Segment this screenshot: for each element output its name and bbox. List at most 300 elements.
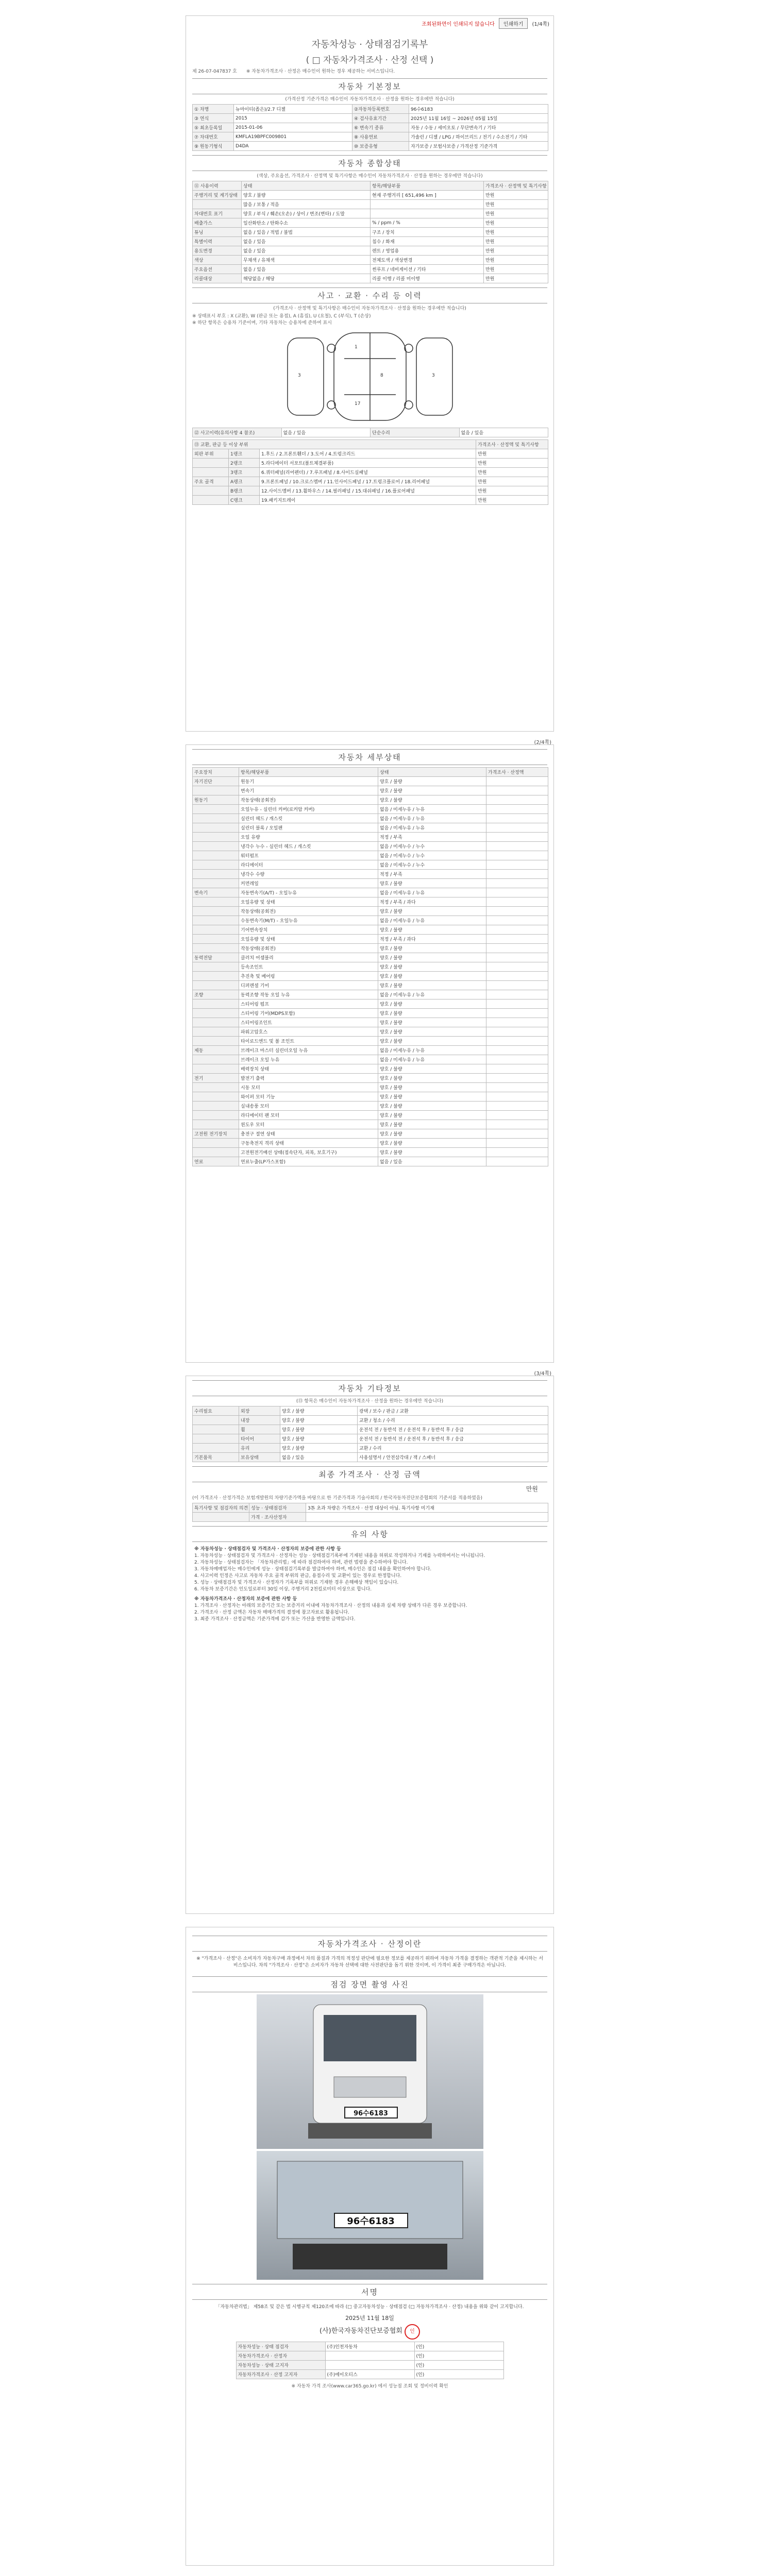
- table-row: [193, 459, 548, 468]
- sign-role: 자동차가격조사 · 산정자: [236, 2351, 325, 2361]
- parts-area: 주요 골격: [193, 477, 229, 486]
- parts-area: [193, 496, 229, 505]
- detail-item: 작동상태(공회전): [239, 907, 378, 916]
- table-row: [236, 2370, 503, 2379]
- detail-price: [486, 944, 548, 953]
- general-state: 일산화탄소 / 탄화수소: [242, 218, 371, 228]
- table-row: [193, 907, 548, 916]
- detail-price: [486, 953, 548, 962]
- detail-group: [193, 907, 239, 916]
- general-price: 만원: [484, 256, 548, 265]
- detail-state: 양호 / 불량: [378, 879, 486, 888]
- detail-price: [486, 935, 548, 944]
- section-general: 자동차 종합상태: [192, 155, 547, 171]
- detail-price: [486, 879, 548, 888]
- svg-text:17: 17: [354, 401, 360, 406]
- detail-price: [486, 777, 548, 786]
- detail-item: 시동 모터: [239, 1083, 378, 1092]
- table-row: [193, 1406, 548, 1416]
- org-stamp-icon: 인: [405, 2324, 420, 2340]
- detail-item: 배력장치 상태: [239, 1064, 378, 1074]
- other-state: 양호 / 불량: [280, 1434, 358, 1444]
- parts-head-left: ⑬ 교환, 판금 등 이상 부위: [193, 440, 476, 449]
- detail-price: [486, 1157, 548, 1166]
- table-row: [193, 1027, 548, 1037]
- sign-date: 2025년 11월 18일: [345, 2315, 394, 2321]
- table-row: [193, 935, 548, 944]
- detail-price: [486, 897, 548, 907]
- detail-group: [193, 786, 239, 795]
- table-row: [193, 105, 548, 114]
- detail-state: 없음 / 미세누수 / 누수: [378, 860, 486, 870]
- footer-note: ※ 자동차 가격 조사(www.car365.go.kr) 에서 성능점 조회 및 정비이력 확인: [291, 2384, 448, 2389]
- general-detail: 썬루프 / 네비게이션 / 기타: [371, 265, 484, 274]
- table-row: [193, 981, 548, 990]
- general-item: 주요옵션: [193, 265, 242, 274]
- car-diagram: [277, 328, 463, 426]
- detail-group: [193, 981, 239, 990]
- table-row: [193, 209, 548, 218]
- other-detail: 운전석 전 / 동반석 전 / 운전석 후 / 동반석 후 / 응급: [358, 1434, 548, 1444]
- other-state: 양호 / 불량: [280, 1416, 358, 1425]
- table-row: [193, 879, 548, 888]
- other-group: [193, 1425, 239, 1434]
- detail-group: [193, 916, 239, 925]
- general-detail: 리콜 이행 / 리콜 미이행: [371, 274, 484, 283]
- table-row: [193, 123, 548, 132]
- detail-item: 스티어링 펌프: [239, 999, 378, 1009]
- table-row: [193, 1046, 548, 1055]
- detail-item: 실린더 블록 / 오일팬: [239, 823, 378, 833]
- detail-price: [486, 1064, 548, 1074]
- parts-head-right: 가격조사 · 산정액 및 특기사항: [476, 440, 548, 449]
- other-detail: 교환 / 청소 / 수리: [358, 1416, 548, 1425]
- detail-state: 양호 / 불량: [378, 972, 486, 981]
- notice-role: 가격 · 조사산정자: [249, 1513, 306, 1522]
- sign-text: 「자동차관리법」 제58조 및 같은 법 시행규칙 제120조에 따라 (□ 중고자동차성능 · 상태점검 (□ 자동차가격조사 · 산정) 내용을 위와 같이 고지합니다.: [215, 2304, 524, 2310]
- parts-list: 19.패키지트레이: [260, 496, 476, 505]
- general-detail: 구조 / 장치: [371, 228, 484, 237]
- detail-group: [193, 972, 239, 981]
- final-price-value: 만원: [526, 1485, 538, 1493]
- basic-value-2: 2025년 11월 16일 ~ 2026년 05월 15일: [409, 114, 548, 123]
- price-intro-text: ※ "가격조사 · 산정"은 소비자가 자동차구매 과정에서 차의 품질과 가격의 적정성 판단에 필요한 정보를 제공하기 위하여 자동차 가격을 결정하는 객관적 기준을 제시하는 서비스입니다. 차의 "가격조사 · 산정"은 소비자가 자동차 선택에 대한 사전판단을 돕기 위한 것이며, 이 가격이 최종 구매가격은 아닙니다.: [196, 1956, 543, 1968]
- page-2: [186, 740, 554, 1363]
- detail-item: 와이퍼 모터 기능: [239, 1092, 378, 1101]
- basic-value: KMFLA19BPFC009801: [234, 132, 352, 142]
- truck-front-icon: [257, 1994, 483, 2149]
- section-general-note: (색상, 주요옵션, 가격조사 · 산정액 및 특기사항은 매수인이 자동차가격조사 · 산정을 원하는 경우에만 적습니다): [257, 174, 483, 179]
- detail-item: 작동상태(공회전): [239, 944, 378, 953]
- other-detail: 사용설명서 / 안전삼각대 / 잭 / 스패너: [358, 1453, 548, 1462]
- detail-item: 스티어링조인트: [239, 1018, 378, 1027]
- other-group: [193, 1434, 239, 1444]
- other-item: 보유상태: [239, 1453, 280, 1462]
- detail-state: 없음 / 미세누유 / 누유: [378, 990, 486, 999]
- general-head-cell: 가격조사 · 산정액 및 특기사항: [484, 181, 548, 191]
- detail-state: 양호 / 불량: [378, 1074, 486, 1083]
- detail-state: 양호 / 불량: [378, 944, 486, 953]
- other-item: 내장: [239, 1416, 280, 1425]
- detail-item: 발전기 출력: [239, 1074, 378, 1083]
- other-group: [193, 1444, 239, 1453]
- other-item: 휠: [239, 1425, 280, 1434]
- detail-price: [486, 833, 548, 842]
- detail-state: 양호 / 불량: [378, 1101, 486, 1111]
- detail-state: 양호 / 불량: [378, 907, 486, 916]
- doc-number-line: [186, 67, 553, 74]
- section-accident-note: (가격조사 · 산정액 및 특기사항은 매수인이 자동차가격조사 · 산정을 원하는 경우에만 적습니다): [273, 306, 466, 311]
- detail-price: [486, 1148, 548, 1157]
- detail-item: 윈도우 모터: [239, 1120, 378, 1129]
- other-group: [193, 1416, 239, 1425]
- table-row: [193, 449, 548, 459]
- detail-item: 구동축전지 격리 상태: [239, 1139, 378, 1148]
- other-state: 양호 / 불량: [280, 1425, 358, 1434]
- sign-role: 자동차성능 · 상태 점검자: [236, 2342, 325, 2351]
- detail-price: [486, 1129, 548, 1139]
- general-price: 만원: [484, 191, 548, 200]
- detail-state: 양호 / 불량: [378, 1092, 486, 1101]
- detail-group: [193, 870, 239, 879]
- detail-group: 제동: [193, 1046, 239, 1055]
- sign-seal: (인): [414, 2342, 503, 2351]
- detail-state: 없음 / 미세누수 / 누수: [378, 851, 486, 860]
- detail-state: 없음 / 미세누유 / 누유: [378, 823, 486, 833]
- parts-price: 만원: [476, 449, 548, 459]
- detail-price: [486, 981, 548, 990]
- detail-item: 스티어링 기어(MDPS포함): [239, 1009, 378, 1018]
- detail-price: [486, 851, 548, 860]
- detail-item: 실내송풍 모터: [239, 1101, 378, 1111]
- car-diagram-svg: [277, 328, 463, 426]
- parts-area: [193, 486, 229, 496]
- detail-price: [486, 888, 548, 897]
- detail-item: 동력조향 작동 오일 누유: [239, 990, 378, 999]
- general-price: 만원: [484, 218, 548, 228]
- detail-group: [193, 944, 239, 953]
- detail-item: 타이로드엔드 및 볼 조인트: [239, 1037, 378, 1046]
- table-row: [193, 953, 548, 962]
- detail-price: [486, 1074, 548, 1083]
- detail-state: 양호 / 불량: [378, 786, 486, 795]
- detail-item: 라디에이터: [239, 860, 378, 870]
- detail-price: [486, 907, 548, 916]
- detail-group: 동력전달: [193, 953, 239, 962]
- detail-group: 고전원 전기장치: [193, 1129, 239, 1139]
- general-detail: 현재 주행거리 [ 651,496 km ]: [371, 191, 484, 200]
- detail-group: [193, 1037, 239, 1046]
- parts-rank: 3랭크: [229, 468, 260, 477]
- detail-state: 양호 / 불량: [378, 1009, 486, 1018]
- basic-value-2: 가솔린 / 디젤 / LPG / 하이브리드 / 전기 / 수소전기 / 기타: [409, 132, 548, 142]
- detail-group: [193, 1139, 239, 1148]
- front-photo: [257, 1994, 483, 2149]
- basic-value-2: 자가보증 / 보험사보증 / 가격산정 기준가격: [409, 142, 548, 151]
- table-row: [193, 925, 548, 935]
- basic-label-2: ⑥ 변속기 종류: [352, 123, 409, 132]
- detail-group: 원동기: [193, 795, 239, 805]
- warning-line: 1. 가격조사 · 산정자는 아래의 보증기간 또는 보증거리 이내에 자동차가격조사 · 산정의 내용과 실제 차량 상태가 다른 경우 보증합니다.: [194, 1603, 467, 1608]
- svg-text:8: 8: [380, 373, 383, 378]
- table-row: [193, 888, 548, 897]
- general-detail: 전체도색 / 색상변경: [371, 256, 484, 265]
- table-row: [193, 1018, 548, 1027]
- detail-item: 변속기: [239, 786, 378, 795]
- detail-item: 원동기: [239, 777, 378, 786]
- general-item: 색상: [193, 256, 242, 265]
- sign-table: [236, 2342, 504, 2379]
- table-row: [193, 496, 548, 505]
- general-head-cell: ⑪ 사용이력: [193, 181, 242, 191]
- detail-group: [193, 935, 239, 944]
- table-row: [193, 814, 548, 823]
- other-group: 수리필요: [193, 1406, 239, 1416]
- general-price: 만원: [484, 237, 548, 246]
- basic-label: ⑨ 원동기형식: [193, 142, 234, 151]
- document-subtitle: ( □ 자동차가격조사 · 산정 선택 ): [306, 55, 434, 65]
- general-state: 양호 / 불량: [242, 191, 371, 200]
- table-row: [193, 246, 548, 256]
- detail-item: 오일 유량: [239, 833, 378, 842]
- detail-price: [486, 1055, 548, 1064]
- detail-state: 적정 / 부족 / 과다: [378, 897, 486, 907]
- warning-title: 유의 사항: [192, 1526, 547, 1542]
- table-row: [193, 1148, 548, 1157]
- detail-price: [486, 999, 548, 1009]
- detail-item: 브레이크 오일 누유: [239, 1055, 378, 1064]
- accident-cell: 없음 / 있음: [281, 428, 371, 437]
- warning-body: [186, 1543, 553, 1626]
- detail-item: 클러치 어셈블리: [239, 953, 378, 962]
- detail-price: [486, 1009, 548, 1018]
- detail-group: [193, 962, 239, 972]
- general-detail: 침수 / 화재: [371, 237, 484, 246]
- rear-photo: [257, 2151, 483, 2280]
- detail-head-cell: 상태: [378, 768, 486, 777]
- table-row: [193, 1009, 548, 1018]
- detail-state: 없음 / 미세누유 / 누유: [378, 805, 486, 814]
- page-number-2: (2/4쪽): [534, 740, 551, 745]
- sign-seal: (인): [414, 2361, 503, 2370]
- table-row: [193, 842, 548, 851]
- basic-value-2: 자동 / 수동 / 세미오토 / 무단변속기 / 기타: [409, 123, 548, 132]
- basic-label: ① 차명: [193, 105, 234, 114]
- photo-title: 점검 장면 촬영 사진: [192, 1976, 547, 1992]
- detail-price: [486, 1092, 548, 1101]
- table-row: [193, 972, 548, 981]
- print-warning: 조회된화면이 인쇄되지 않습니다: [422, 22, 495, 27]
- table-row: [193, 114, 548, 123]
- print-button[interactable]: 인쇄하기: [499, 18, 528, 29]
- parts-rank: B랭크: [229, 486, 260, 496]
- sign-role: 자동차가격조사 · 산정 고지자: [236, 2370, 325, 2379]
- table-row: [193, 237, 548, 246]
- notice-label: [193, 1513, 249, 1522]
- detail-price: [486, 1018, 548, 1027]
- table-row: [193, 1092, 548, 1101]
- table-row: [193, 265, 548, 274]
- section-basic: 자동차 기본정보: [192, 78, 547, 94]
- detail-item: 커먼레일: [239, 879, 378, 888]
- detail-group: [193, 1111, 239, 1120]
- parts-rank: C랭크: [229, 496, 260, 505]
- detail-group: [193, 1083, 239, 1092]
- detail-item: 작동상태(공회전): [239, 795, 378, 805]
- detail-state: 양호 / 불량: [378, 795, 486, 805]
- detail-price: [486, 972, 548, 981]
- detail-price: [486, 1139, 548, 1148]
- general-item: 특별이력: [193, 237, 242, 246]
- notice-role: 성능 · 상태점검자: [249, 1503, 306, 1513]
- table-row: [193, 1139, 548, 1148]
- warning-line: 3. 최종 가격조사 · 산정금액은 기준가격에 감가 또는 가산을 반영한 금액입니다.: [194, 1617, 356, 1622]
- detail-group: [193, 1009, 239, 1018]
- table-row: [193, 916, 548, 925]
- notice-text: 3톤 초과 차량은 가격조사 · 산정 대상이 아님. 특기사항 미기재: [306, 1503, 548, 1513]
- detail-state: 양호 / 불량: [378, 1064, 486, 1074]
- other-state: 양호 / 불량: [280, 1444, 358, 1453]
- section-other: 자동차 기타정보: [192, 1380, 547, 1396]
- general-price: 만원: [484, 200, 548, 209]
- general-state: 많음 / 보통 / 적음: [242, 200, 371, 209]
- table-row: [193, 1425, 548, 1434]
- basic-label-2: ⑧ 사용연료: [352, 132, 409, 142]
- general-table: [192, 181, 548, 283]
- detail-item: 실린더 헤드 / 개스킷: [239, 814, 378, 823]
- table-row: [193, 1129, 548, 1139]
- detail-price: [486, 1111, 548, 1120]
- detail-group: 연료: [193, 1157, 239, 1166]
- detail-item: 오일누유 - 실린더 커버(로커암 커버): [239, 805, 378, 814]
- detail-price: [486, 990, 548, 999]
- table-row: [193, 1503, 548, 1513]
- table-row: [193, 486, 548, 496]
- warning-line: 4. 사고이력 인정은 사고로 자동차 주요 골격 부위의 판금, 용접수리 및 교환이 있는 경우로 한정합니다.: [194, 1573, 402, 1579]
- table-row: [193, 870, 548, 879]
- general-state: 없음 / 있음: [242, 246, 371, 256]
- general-state: 양호 / 부식 / 훼손(오손) / 상이 / 변조(변타) / 도말: [242, 209, 371, 218]
- other-table: [192, 1406, 548, 1462]
- other-group: 기본품목: [193, 1453, 239, 1462]
- detail-item: 워터펌프: [239, 851, 378, 860]
- general-item: 리콜대상: [193, 274, 242, 283]
- general-state: 무채색 / 유채색: [242, 256, 371, 265]
- detail-group: [193, 897, 239, 907]
- table-row: [193, 1120, 548, 1129]
- detail-group: [193, 1018, 239, 1027]
- price-intro-title: 자동차가격조사 · 산정이란: [192, 1936, 547, 1952]
- table-row: [193, 897, 548, 907]
- table-row: [193, 468, 548, 477]
- detail-state: 없음 / 미세누수 / 누수: [378, 842, 486, 851]
- detail-group: [193, 1120, 239, 1129]
- table-row: [193, 191, 548, 200]
- parts-list: 1.후드 / 2.프론트휀더 / 3.도어 / 4.트렁크리드: [260, 449, 476, 459]
- section-basic-note: (가격산정 기준가격은 매수인이 자동차가격조사 · 산정을 원하는 경우에만 적습니다): [285, 97, 455, 102]
- parts-list: 9.프론트패널 / 10.크로스멤버 / 11.인사이드패널 / 17.트렁크플로어 / 18.리어패널: [260, 477, 476, 486]
- doc-note: ※ 자동차가격조사 · 산정은 매수인이 원하는 경우 제공하는 서비스입니다.: [246, 69, 395, 74]
- notice-label: 특기사항 및 점검자의 의견: [193, 1503, 249, 1513]
- general-item: 차대번호 표기: [193, 209, 242, 218]
- table-row: [193, 944, 548, 953]
- table-row: [193, 851, 548, 860]
- detail-item: 냉각수 누수 - 실린더 헤드 / 개스킷: [239, 842, 378, 851]
- detail-group: [193, 851, 239, 860]
- detail-item: 추진축 및 베어링: [239, 972, 378, 981]
- basic-value: 2015: [234, 114, 352, 123]
- general-item: 용도변경: [193, 246, 242, 256]
- doc-number: 제 26-07-047837 호: [192, 69, 237, 74]
- basic-value: 2015-01-06: [234, 123, 352, 132]
- detail-group: [193, 833, 239, 842]
- detail-group: [193, 1101, 239, 1111]
- detail-item: 등속조인트: [239, 962, 378, 972]
- detail-price: [486, 916, 548, 925]
- detail-item: 자동변속기(A/T) - 오일누유: [239, 888, 378, 897]
- table-row: [193, 1157, 548, 1166]
- page-4: [186, 1927, 554, 2566]
- document-title: 자동차성능 · 상태점검기록부: [311, 39, 428, 50]
- warning-sub: ※ 자동차가격조사 · 산정자의 보증에 관한 사항 등: [194, 1597, 297, 1602]
- legend-note: ※ 하단 항목은 승용차 기준이며, 기타 자동차는 승용차에 준하여 표시: [192, 320, 332, 326]
- detail-state: 없음 / 미세누유 / 누유: [378, 916, 486, 925]
- sign-org: [186, 2324, 553, 2340]
- table-row: [193, 274, 548, 283]
- detail-price: [486, 1046, 548, 1055]
- svg-text:1: 1: [354, 345, 358, 350]
- warning-line: 2. 자동차성능 · 상태점검자는 「자동차관리법」에 따라 점검하여야 하며, 관련 법령을 준수하여야 합니다.: [194, 1560, 408, 1565]
- accident-cell: 단순수리: [371, 428, 460, 437]
- sign-name: [325, 2351, 414, 2361]
- parts-price: 만원: [476, 459, 548, 468]
- detail-state: 없음 / 있음: [378, 1157, 486, 1166]
- table-row: [193, 1513, 548, 1522]
- detail-state: 양호 / 불량: [378, 1148, 486, 1157]
- warning-head: ※ 자동차성능 · 상태점검자 및 가격조사 · 산정자의 보증에 관한 사항 등: [194, 1547, 341, 1552]
- detail-price: [486, 805, 548, 814]
- table-row: [193, 1101, 548, 1111]
- table-row: [193, 1074, 548, 1083]
- general-detail: % / ppm / %: [371, 218, 484, 228]
- table-row: [193, 795, 548, 805]
- detail-group: [193, 823, 239, 833]
- detail-item: 연료누출(LP가스포함): [239, 1157, 378, 1166]
- detail-group: 전기: [193, 1074, 239, 1083]
- sign-role: 자동차성능 · 상태 고지자: [236, 2361, 325, 2370]
- detail-group: [193, 999, 239, 1009]
- general-head-cell: 상태: [242, 181, 371, 191]
- basic-value-2: 96수6183: [409, 105, 548, 114]
- detail-item: 라디에이터 팬 모터: [239, 1111, 378, 1120]
- print-toolbar: [186, 16, 553, 31]
- detail-group: [193, 860, 239, 870]
- parts-list: 12.사이드멤버 / 13.휠하우스 / 14.필러패널 / 15.대쉬패널 / 16.플로어패널: [260, 486, 476, 496]
- detail-price: [486, 1037, 548, 1046]
- parts-price: 만원: [476, 486, 548, 496]
- detail-price: [486, 1083, 548, 1092]
- detail-price: [486, 962, 548, 972]
- detail-state: 적정 / 부족: [378, 833, 486, 842]
- table-row: [193, 962, 548, 972]
- table-row: [193, 860, 548, 870]
- general-price: 만원: [484, 246, 548, 256]
- detail-group: [193, 879, 239, 888]
- detail-state: 양호 / 불량: [378, 1120, 486, 1129]
- table-row: [193, 777, 548, 786]
- detail-state: 양호 / 불량: [378, 1027, 486, 1037]
- table-row: [193, 1111, 548, 1120]
